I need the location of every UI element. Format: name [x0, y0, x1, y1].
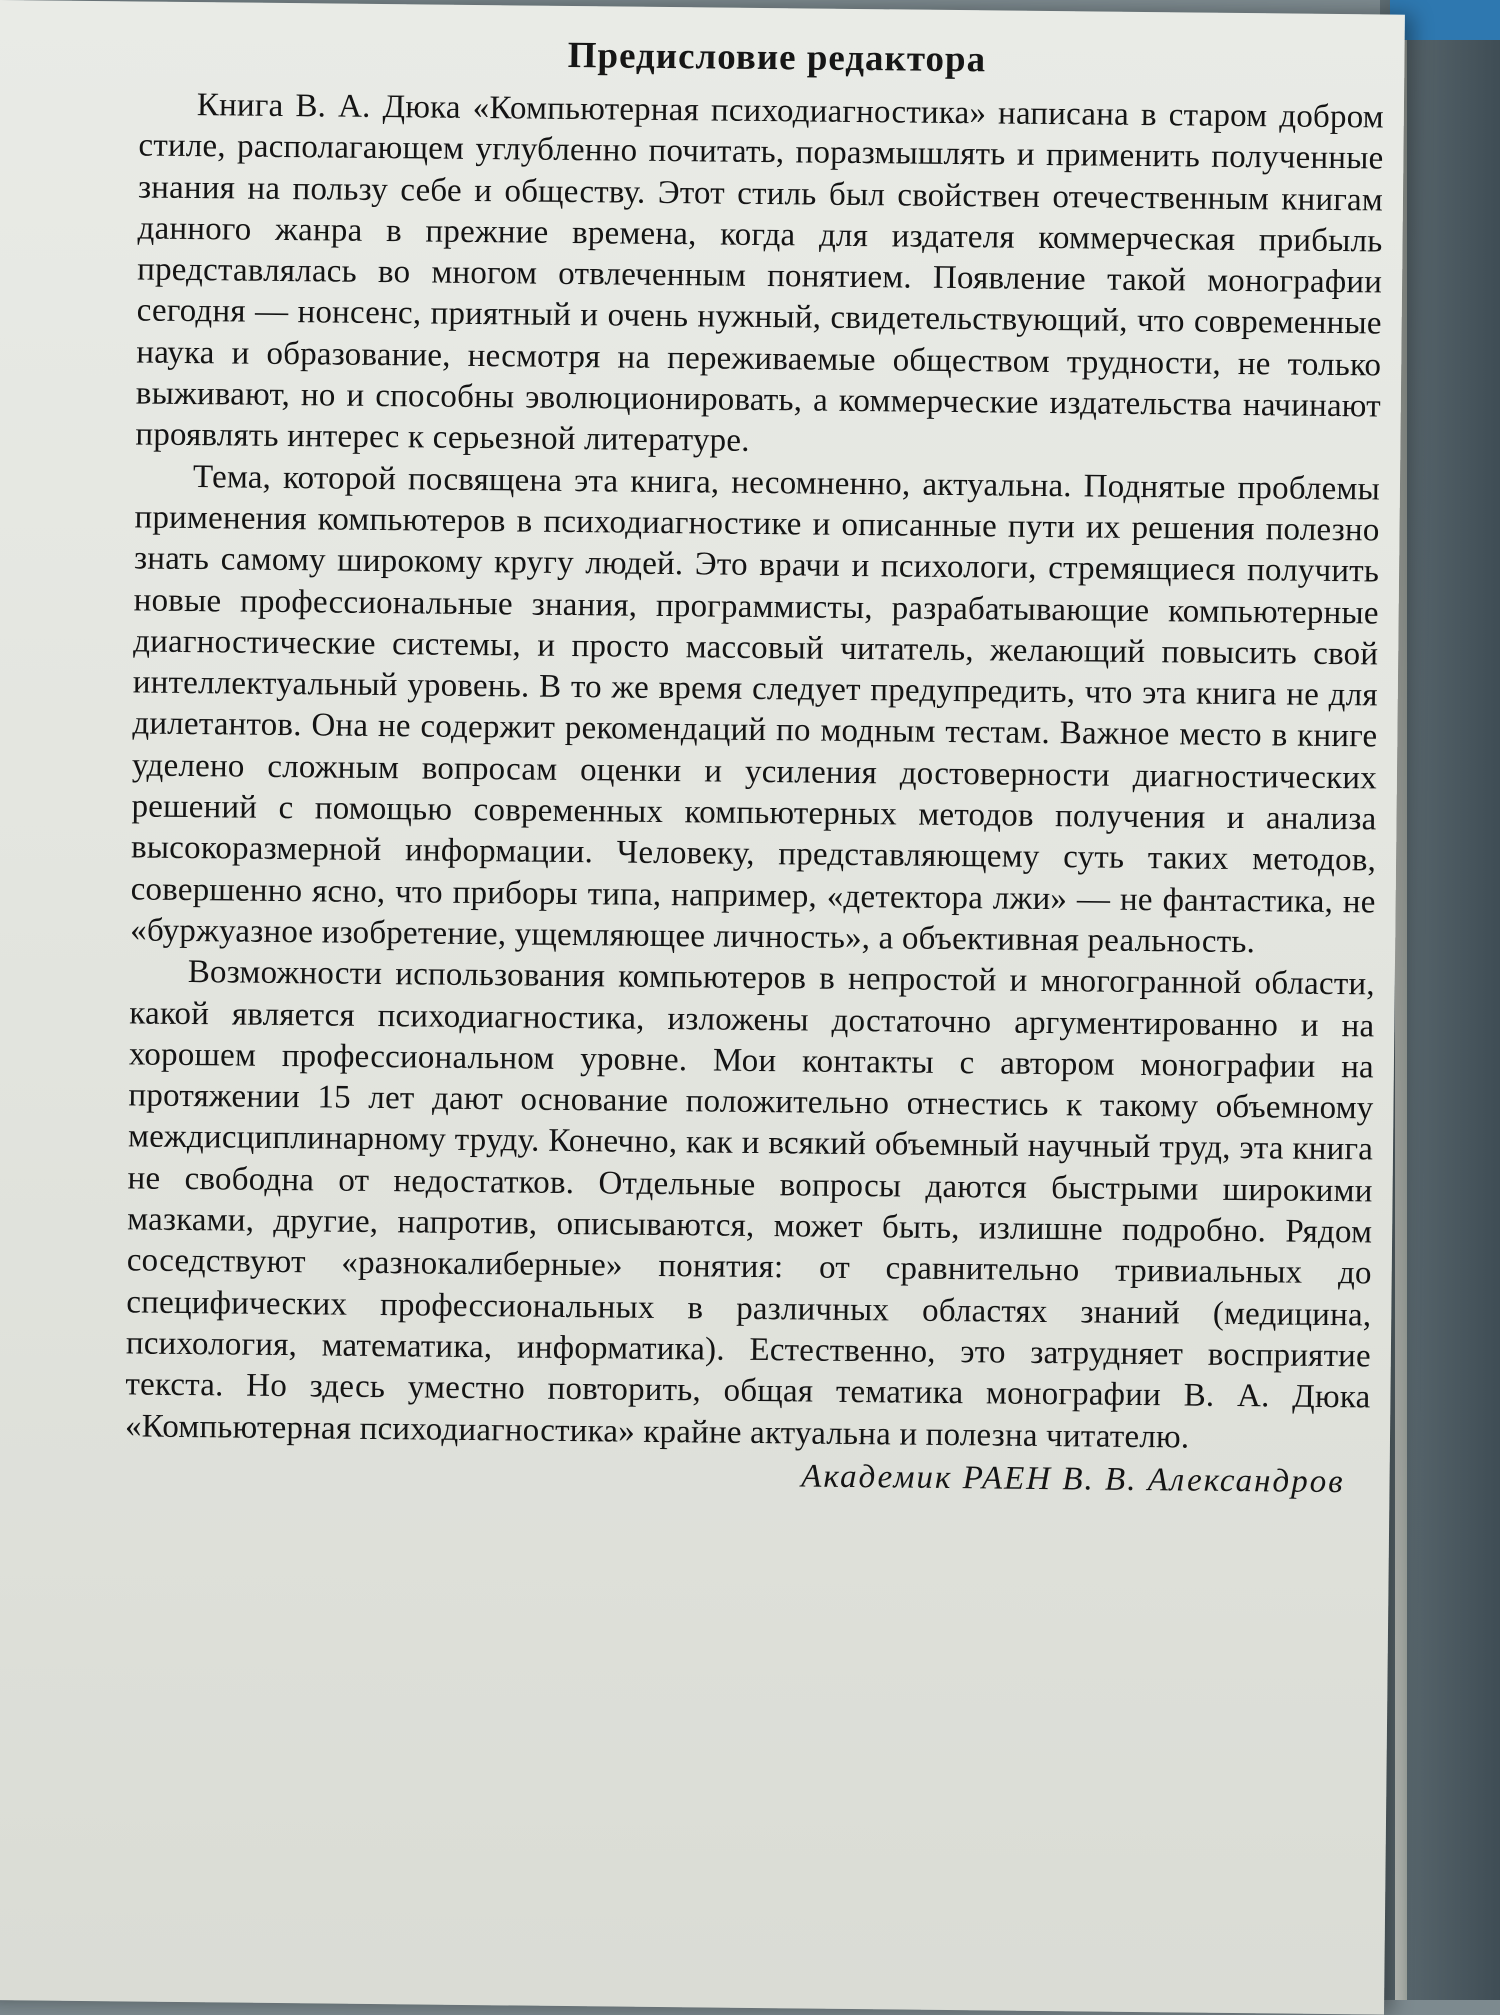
- page-title: Предисловие редактора: [567, 34, 987, 81]
- background-book-cover: [1390, 0, 1500, 40]
- paragraph-3: Возможности использования компьютеров в непростой и многогранной области, какой является психодиагностика, изложены достаточно аргументированно и на хорошем профессиональном уровне. Мои контакты с автором монографии на протяжении 15 лет дают основание положительно отнестись к такому объемному междисциплинарному труду. Конечно, как и всякий объемный научный труд, эта книга не свободна от недостатков. Отдельные вопросы даются быстрыми широкими мазками, другие, напротив, описываются, может быть, излишне подробно. Рядом соседствуют «разнокалиберные» понятия: от сравнительно тривиальных до специфических профессиональных в различных областях знаний (медицина, психология, математика, информатика). Естественно, это затрудняет восприятие текста. Но здесь уместно повторить, общая тематика монографии В. А. Дюка «Компьютерная психодиагностика» крайне актуальна и полезна читателю.: [124, 954, 1375, 1456]
- signature: Академик РАЕН В. В. Александров: [801, 1458, 1345, 1500]
- paragraph-1: Книга В. А. Дюка «Компьютерная психодиагностика» написана в старом добром стиле, располагающем углубленно почитать, поразмышлять и применить полученные знания на пользу себе и обществу. Этот стиль был свойствен отечественным книгам данного жанра в прежние времена, когда для издателя коммерческая прибыль представлялась во многом отвлеченным понятием. Появление такой монографии сегодня — нонсенс, приятный и очень нужный, свидетельствующий, что современные наука и образование, несмотря на переживаемые обществом трудности, не только выживают, но и способны эволюционировать, а коммерческие издательства начинают проявлять интерес к серьезной литературе.: [135, 87, 1385, 460]
- page-content: [124, 29, 1384, 1501]
- paragraph-2: Тема, которой посвящена эта книга, несомненно, актуальна. Поднятые проблемы применения компьютеров в психодиагностике и описанные пути их решения полезно знать самому широкому кругу людей. Это врачи и психологи, стремящиеся получить новые профессиональные знания, программисты, разрабатывающие компьютерные диагностические системы, и просто массовый читатель, желающий повысить свой интеллектуальный уровень. В то же время следует предупредить, что эта книга не для дилетантов. Она не содержит рекомендаций по модным тестам. Важное место в книге уделено сложным вопросам оценки и усиления достоверности диагностических решений с помощью современных компьютерных методов получения и анализа высокоразмерной информации. Человеку, представляющему суть таких методов, совершенно ясно, что приборы типа, например, «детектора лжи» — не фантастика, не «буржуазное изобретение, ущемляющее личность», а объективная реальность.: [130, 458, 1381, 961]
